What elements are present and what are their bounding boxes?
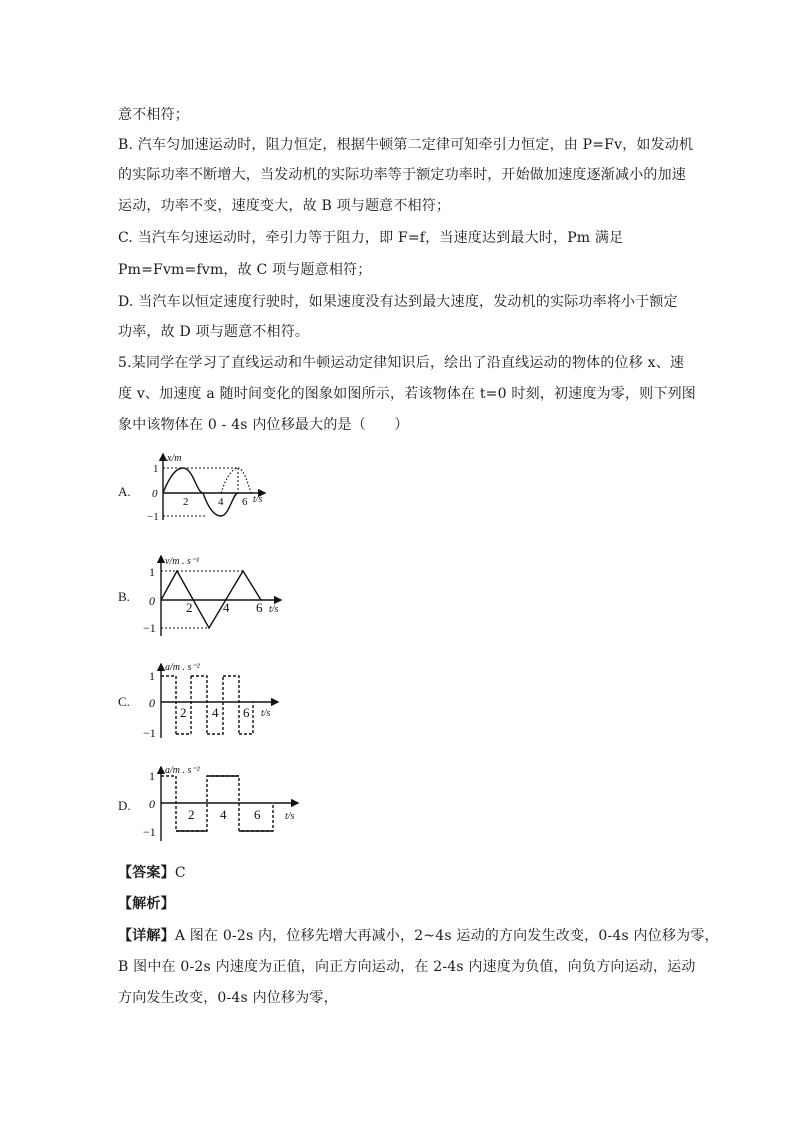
graph-b <box>143 552 293 642</box>
graph-c <box>145 660 285 742</box>
text-line-4: 运动，功率不变，速度变大，故 B 项与题意不相符； <box>118 198 451 214</box>
graph-a-tick-2: 2 <box>183 496 189 508</box>
graph-c-tick-2: 2 <box>180 705 187 720</box>
graph-a-tick-6: 6 <box>242 496 248 508</box>
graph-c-xlabel: t/s <box>261 708 271 719</box>
detail-text-1: A 图在 0-2s 内，位移先增大再减小，2~4s 运动的方向发生改变，0-4s 内位移为零， <box>174 928 719 944</box>
graph-c-accel-pulses <box>161 676 253 734</box>
graph-a-one: 1 <box>153 463 159 475</box>
answer-line <box>118 862 186 882</box>
graph-d-tick-6: 6 <box>254 807 261 822</box>
detail-line-1 <box>118 925 719 945</box>
option-b-label[interactable]: B. <box>118 589 130 604</box>
graph-c-ylabel: a/m . s⁻² <box>165 662 200 673</box>
detail-line-2: B 图中在 0-2s 内速度为正值，向正方向运动，在 2-4s 内速度为负值，向负方向运动，运动 <box>118 959 696 975</box>
graph-d-minus-one: −1 <box>143 825 156 839</box>
option-d-label[interactable]: D. <box>118 798 131 813</box>
text-line-6: Pm=Fvm=fvm，故 C 项与题意相符； <box>118 262 372 278</box>
graph-b-tick-6: 6 <box>256 600 263 615</box>
option-c-label[interactable]: C. <box>118 694 130 709</box>
graph-b-minus-one: −1 <box>143 621 156 635</box>
graph-c-origin: 0 <box>149 696 155 710</box>
answer-value: C <box>174 865 186 881</box>
graph-a-origin: 0 <box>152 488 158 500</box>
text-line-2: B. 汽车匀加速运动时，阻力恒定，根据牛顿第二定律可知牵引力恒定，由 P=Fv，如发动机 <box>118 137 694 153</box>
graph-b-xlabel: t/s <box>269 604 279 615</box>
detail-label: 【详解】 <box>118 928 175 944</box>
analysis-line <box>118 893 175 913</box>
question-line-2: 度 v、加速度 a 随时间变化的图象如图所示，若该物体在 t=0 时刻，初速度为零，则下列图 <box>118 386 696 402</box>
graph-a-xlabel: t/s <box>253 494 263 505</box>
question-line-1: 5.某同学在学习了直线运动和牛顿运动定律知识后，绘出了沿直线运动的物体的位移 x、速 <box>118 355 685 371</box>
graph-b-origin: 0 <box>149 594 155 608</box>
text-line-5: C. 当汽车匀速运动时，牵引力等于阻力，即 F=f，当速度达到最大时，Pm 满足 <box>118 230 624 246</box>
graph-d-origin: 0 <box>149 797 155 811</box>
graph-d <box>145 763 305 845</box>
text-line-8: 功率，故 D 项与题意不相符。 <box>118 324 310 340</box>
graph-b-ylabel: v/m . s⁻¹ <box>165 556 200 567</box>
graph-b-tick-2: 2 <box>186 600 193 615</box>
graph-a-sine-curve <box>163 468 238 516</box>
detail-line-3: 方向发生改变，0-4s 内位移为零， <box>118 990 338 1006</box>
option-a-label[interactable]: A. <box>118 484 131 499</box>
text-line-1: 意不相符； <box>118 107 189 123</box>
graph-c-one: 1 <box>149 669 155 683</box>
graph-b-tick-4: 4 <box>223 600 230 615</box>
answer-label: 【答案】 <box>118 865 175 881</box>
graph-b-one: 1 <box>149 565 155 579</box>
analysis-label: 【解析】 <box>118 896 175 912</box>
graph-a <box>145 450 275 525</box>
graph-d-ylabel: a/m . s⁻² <box>165 765 200 776</box>
graph-d-one: 1 <box>149 769 155 783</box>
text-line-7: D. 当汽车以恒定速度行驶时，如果速度没有达到最大速度，发动机的实际功率将小于额定 <box>118 294 678 310</box>
graph-a-tick-4: 4 <box>218 496 224 508</box>
text-line-3: 的实际功率不断增大，当发动机的实际功率等于额定功率时，开始做加速度逐渐减小的加速 <box>118 167 686 183</box>
graph-d-tick-2: 2 <box>188 807 195 822</box>
graph-c-minus-one: −1 <box>143 726 156 740</box>
graph-d-xlabel: t/s <box>285 811 295 822</box>
graph-c-tick-4: 4 <box>212 705 219 720</box>
graph-c-tick-6: 6 <box>243 705 250 720</box>
graph-a-minus-one: −1 <box>147 511 159 523</box>
question-line-3: 象中该物体在 0 - 4s 内位移最大的是（ ） <box>118 417 409 433</box>
graph-d-tick-4: 4 <box>220 807 227 822</box>
graph-a-ylabel: x/m <box>167 453 182 464</box>
